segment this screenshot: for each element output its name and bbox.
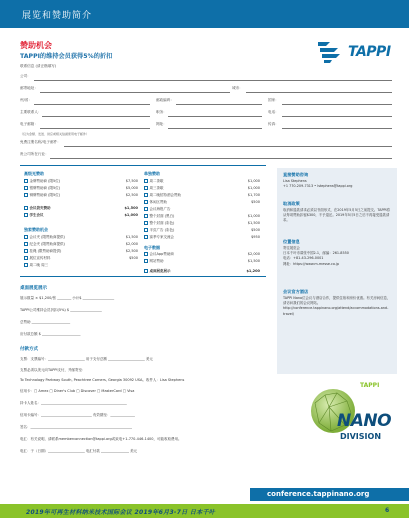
nano-main-label: NANO: [337, 411, 392, 431]
sponsorship-options: [20, 165, 266, 277]
option-price: $1,500: [247, 221, 260, 225]
website-label: 网址：: [156, 122, 167, 126]
option-label: 金牌赞助商 (限5位): [29, 179, 61, 183]
option-price: $950: [251, 235, 260, 239]
option-exclusive-4[interactable]: [24, 256, 138, 261]
checkbox[interactable]: [144, 221, 148, 225]
option-label: 整个封面 (彩色): [149, 221, 175, 225]
option-label: 学生会议: [29, 213, 44, 217]
contact-heading: 直接赞助咨询: [283, 172, 309, 177]
option-price: $1,700: [247, 193, 260, 197]
option-student[interactable]: [24, 213, 138, 218]
option-label: 银牌赞助商 (限5位): [29, 186, 61, 190]
industry-field[interactable]: [50, 158, 392, 159]
checkbox[interactable]: [144, 179, 148, 183]
payment-title: 付款方式: [20, 347, 38, 352]
exhibit-line-4[interactable]: 应付款总额 $ ______________________: [20, 332, 81, 336]
option-price: $2,000: [125, 242, 138, 246]
exhibit-title: 桌面展览展示: [20, 286, 47, 291]
checkbox[interactable]: [144, 235, 148, 239]
option-price: $1,000: [124, 213, 138, 217]
option-price: $2,000: [247, 252, 260, 256]
page-title: 展览和赞助简介: [22, 11, 93, 21]
option-label: 赛季专家交流会: [149, 235, 174, 239]
zip-label: 邮政编码：: [156, 98, 174, 102]
option-label: 桌面展览展示: [149, 269, 171, 273]
hotel-text: TAPPI Nano位会议与酒店合作，提供住宿和房价优惠。有关房间信息，请访问我们的会议网站。 http://conference.tappinano.org/attend/accommodations-and-travel/: [283, 296, 391, 316]
option-price: $2,500: [125, 193, 138, 197]
option-price: $1,500: [124, 206, 138, 210]
option-price: $1,000: [247, 179, 260, 183]
checkbox[interactable]: [144, 193, 148, 197]
city-field[interactable]: [246, 92, 392, 93]
option-label: 周三茶歇: [149, 186, 164, 190]
signature[interactable]: 签名：__________________________________________________________: [20, 425, 132, 429]
option-label: 纪念夹 (限赞助商提供): [29, 242, 65, 246]
address-row[interactable]: [20, 86, 392, 94]
zip-field[interactable]: [176, 104, 262, 105]
hotel-heading: 会议官方酒店: [283, 289, 309, 294]
checkbox[interactable]: [24, 186, 28, 190]
option-single-7[interactable]: [144, 221, 260, 226]
option-single-8[interactable]: [144, 228, 260, 233]
option-label: 会议海报广告: [149, 207, 171, 211]
sponsor-subtitle: TAPPI的维持会员获得5%的折扣: [20, 53, 113, 60]
checkbox[interactable]: [24, 249, 28, 253]
exempt-field[interactable]: [64, 146, 392, 147]
city-label: 城市：: [232, 86, 243, 90]
fax-label: 传真：: [268, 122, 279, 126]
checkbox[interactable]: [144, 200, 148, 204]
option-gold[interactable]: [24, 179, 138, 184]
option-label: 会议App赞助商: [149, 252, 174, 256]
payment-note: 支票必须以美元向TAPPI支付，并邮寄至：: [20, 368, 86, 372]
option-label: 网站赞助: [149, 259, 164, 263]
country-label: 国家：: [268, 98, 279, 102]
industry-label: 贵公司所在行业：: [20, 152, 49, 156]
option-price: $7,500: [125, 179, 138, 183]
option-price: $1,000: [247, 214, 260, 218]
option-price: $500: [251, 228, 260, 232]
option-single-6[interactable]: [144, 214, 260, 219]
exhibit-line-1[interactable]: 展示数量 × $1,200/张 ________ 小计$ __________________: [20, 296, 115, 300]
industry-row[interactable]: [20, 152, 392, 160]
footer: [0, 504, 409, 518]
state-row[interactable]: [20, 98, 392, 106]
wire-date[interactable]: 电汇：于（日期）_____________________ 电汇付款 ________________ 美元: [20, 449, 138, 453]
header-bar: [0, 0, 409, 28]
cancel-text: 取消和退款请求必须以书面形式，在2019年5月5日之前提交。TAPPI将从每项赞助扣留$300，不予退还。2019年5月5日之后不再接受退款请求。: [283, 208, 390, 223]
checkbox[interactable]: [144, 214, 148, 218]
option-digital-2[interactable]: [144, 259, 260, 264]
wire-note: 电汇：有关说明，请联系memberconnection@tappi.org或致电+1-770-446-1400，可能收取费用。: [20, 437, 182, 441]
checkbox[interactable]: [24, 242, 28, 246]
fill-note: 联系信息 (请正楷填写): [20, 64, 57, 68]
footer-text: 2019年可再生材料纳米技术国际会议 2019年6月3-7日 日本千叶: [26, 509, 216, 516]
option-single-9[interactable]: [144, 235, 260, 240]
website-field[interactable]: [168, 128, 262, 129]
option-label: 挂绳 (限赞助商提供): [29, 249, 62, 253]
nano-top-label: TAPPI: [360, 382, 380, 389]
option-price: $500: [129, 256, 138, 260]
option-exclusive-2[interactable]: [24, 242, 138, 247]
position-field[interactable]: [168, 116, 262, 117]
page-number: 6: [385, 507, 390, 514]
option-price: $500: [251, 200, 260, 204]
info-panel: [277, 168, 397, 374]
payment-check[interactable]: 支票：支票编号：_____________________ 用于支付总额 _____________________ 美元: [20, 357, 153, 361]
option-price: $1,000: [247, 186, 260, 190]
option-silver[interactable]: [24, 186, 138, 191]
option-label: 周二晚 周三: [29, 263, 49, 267]
location-heading: 位置信息: [283, 239, 300, 244]
contact-field[interactable]: [42, 116, 150, 117]
country-field[interactable]: [282, 104, 392, 105]
option-exclusive-3[interactable]: [24, 249, 138, 254]
option-price: $2,500: [125, 249, 138, 253]
fax-field[interactable]: [282, 128, 392, 129]
checkbox[interactable]: [24, 213, 28, 217]
email-label: 电子邮箱：: [20, 122, 38, 126]
option-label: 整个封面 (黑白): [149, 214, 175, 218]
option-single-5[interactable]: [144, 207, 260, 212]
option-single-3[interactable]: [144, 193, 260, 198]
col2-head1: 单独赞助: [144, 171, 160, 176]
option-bag[interactable]: [24, 206, 138, 211]
checkbox[interactable]: [24, 193, 28, 197]
option-tabletop[interactable]: [144, 269, 260, 274]
checkbox[interactable]: [144, 252, 148, 256]
checkbox[interactable]: [24, 263, 28, 267]
option-exclusive-5[interactable]: [24, 263, 138, 268]
option-label: 半页广告 (彩色): [149, 228, 175, 232]
phone-field[interactable]: [282, 116, 392, 117]
state-label: 州/省：: [20, 98, 32, 102]
sponsor-title: 赞助机会: [20, 41, 52, 50]
location-text: 寄往展览会 日本千叶市幕张中国2-1，邮编：261-8550 电话：+81-43-296-0001 网址：https://www.m-messe.co.jp: [283, 246, 349, 266]
option-exclusive-1[interactable]: [24, 235, 138, 240]
email-row[interactable]: [20, 122, 392, 130]
nano-sub-label: DIVISION: [340, 432, 382, 441]
company-label: 公司：: [20, 74, 31, 78]
checkbox[interactable]: [144, 259, 148, 263]
address-field[interactable]: [40, 92, 230, 93]
checkbox[interactable]: [24, 235, 28, 239]
exempt-label: 免费注册名称/电子邮件：: [20, 140, 61, 144]
option-price: $1,200: [246, 269, 260, 273]
state-field[interactable]: [34, 104, 150, 105]
checkbox[interactable]: [144, 207, 148, 211]
option-single-4[interactable]: [144, 200, 260, 205]
col1-head2: 独家赞助机会: [24, 227, 48, 232]
cancel-heading: 取消政策: [283, 201, 300, 206]
contact-label: 主要联系人：: [20, 110, 42, 114]
col1-head1: 高级光赞助: [24, 171, 44, 176]
exhibit-line-2[interactable]: TAPPI公司维持会员折扣(5%) $ __________________: [20, 308, 102, 312]
contact-text: Lisa Stephens +1 770-209-7313 • lstephens@tappi.org: [283, 179, 353, 189]
cardholder-name[interactable]: 持卡人姓名：_________________________________________________: [20, 401, 127, 405]
checkbox[interactable]: [24, 256, 28, 260]
col2-head2: 电子数据: [144, 245, 160, 250]
contact-row[interactable]: [20, 110, 392, 118]
option-label: 休闲区赞助: [149, 200, 167, 204]
conference-url-bar[interactable]: [250, 488, 409, 501]
option-single-2[interactable]: [144, 186, 260, 191]
phone-label: 电话：: [268, 110, 279, 114]
option-price: $5,000: [125, 186, 138, 190]
option-single-1[interactable]: [144, 179, 260, 184]
position-label: 职务：: [156, 110, 167, 114]
checkbox[interactable]: [144, 269, 148, 273]
address-label: 邮寄地址：: [20, 86, 38, 90]
card-number[interactable]: 信用卡编号：_____________________________ 有效期至：______________: [20, 413, 135, 417]
checkbox[interactable]: [24, 206, 28, 210]
checkbox[interactable]: [144, 186, 148, 190]
checkbox[interactable]: [144, 228, 148, 232]
email-note: （仅为金额、发送、供应或相关信函使用电子邮件）: [20, 132, 90, 136]
tappi-logo-text: TAPPI: [348, 44, 391, 60]
option-digital-1[interactable]: [144, 252, 260, 257]
exempt-row[interactable]: [20, 140, 392, 148]
option-label: 会议袋夹赞助: [29, 206, 51, 210]
checkbox[interactable]: [24, 179, 28, 183]
option-label: 周二晚招待酒会赞助: [149, 193, 181, 197]
exhibit-line-3[interactable]: 总赞助 ______________________: [20, 320, 71, 324]
option-label: 铜牌赞助商 (限5位): [29, 193, 61, 197]
option-price: $1,500: [125, 235, 138, 239]
option-label: 周二茶歇: [149, 179, 164, 183]
option-label: 展位宣传材料: [29, 256, 51, 260]
email-field[interactable]: [40, 128, 150, 129]
payment-cards[interactable]: 信用卡：□ Amex □ Diner's Club □ Discover □ MasterCard □ Visa: [20, 389, 135, 393]
conference-url[interactable]: conference.tappinano.org: [267, 490, 370, 498]
option-bronze[interactable]: [24, 193, 138, 198]
company-row[interactable]: [20, 74, 392, 82]
option-price: $1,500: [247, 259, 260, 263]
payment-address: To Technology Parkway South, Peachtree Corners, Georgia 30092 USA。收件人：Lisa Stephens: [20, 378, 185, 382]
option-label: 会议夹 (限赞助商提供): [29, 235, 65, 239]
company-field[interactable]: [34, 80, 392, 81]
